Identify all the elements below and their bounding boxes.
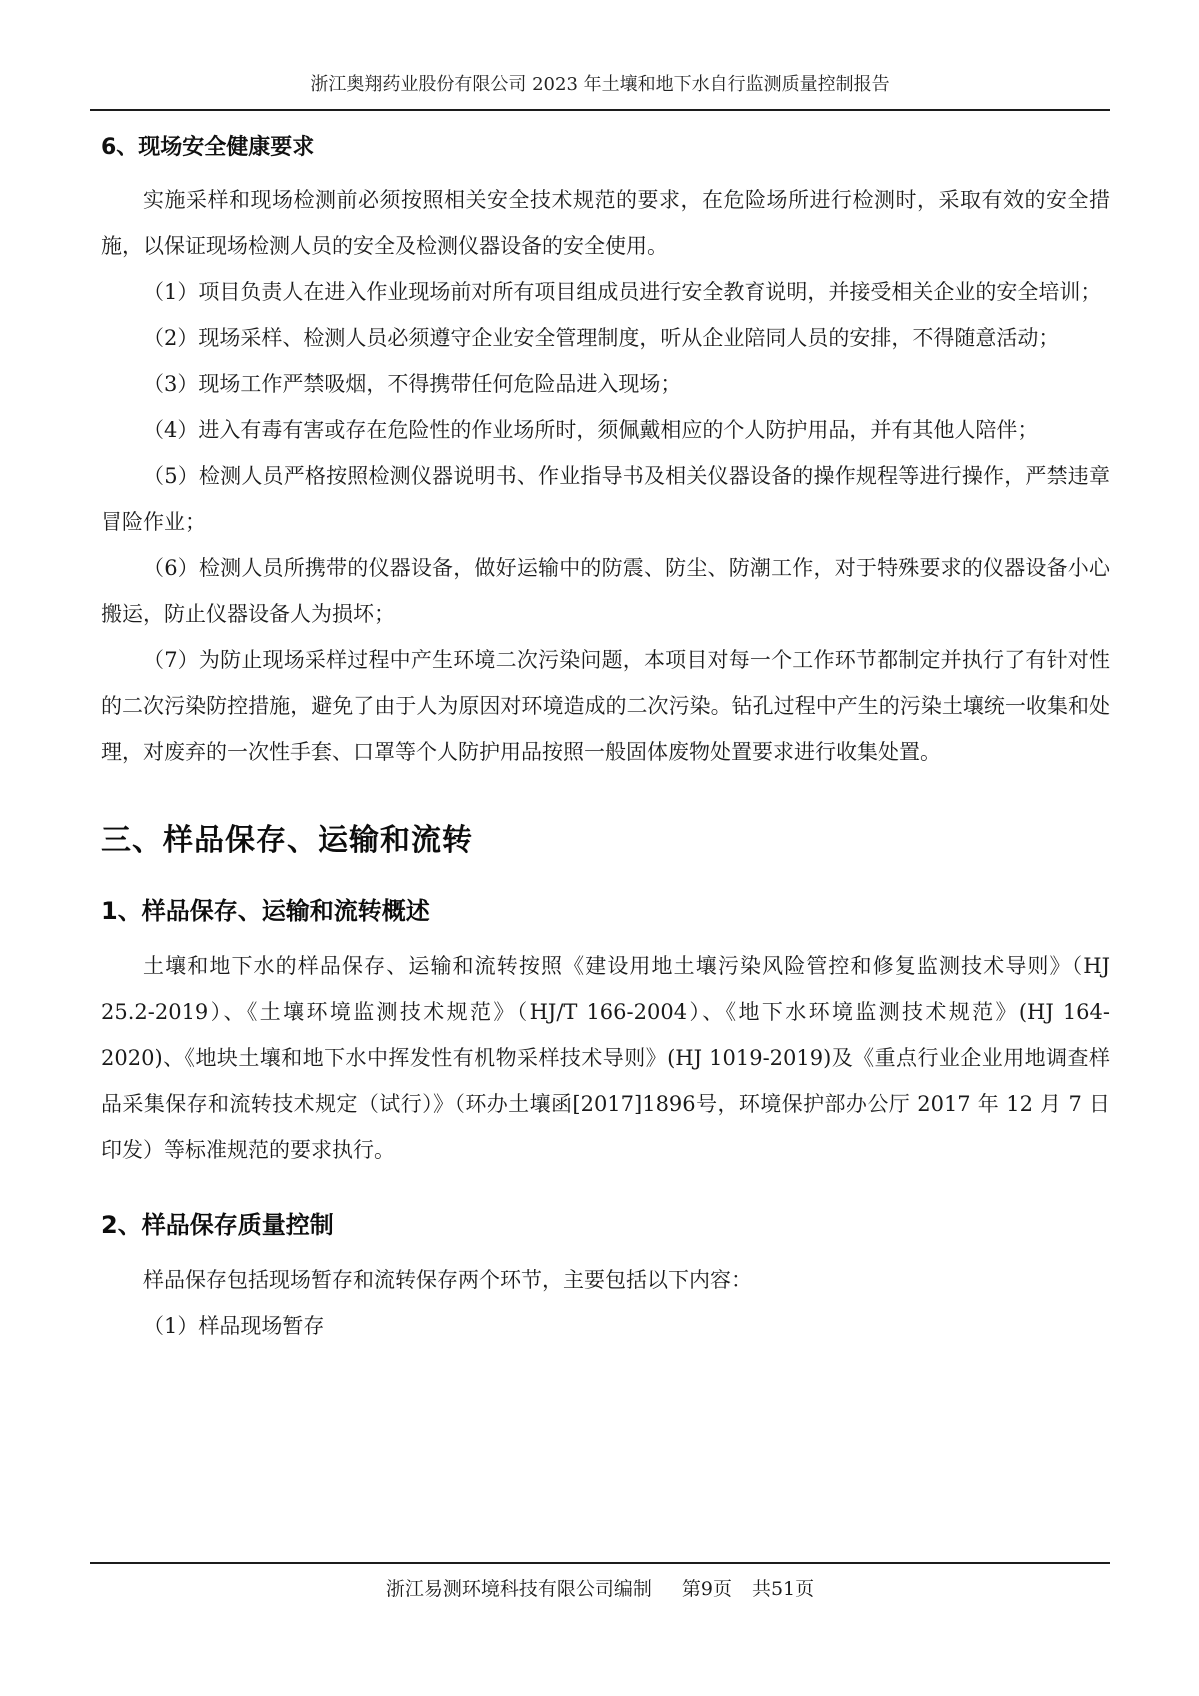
list-item-5: （5）检测人员严格按照检测仪器说明书、作业指导书及相关仪器设备的操作规程等进行操作，严禁违章冒险作业； (101, 464, 1110, 534)
list-item-7: （7）为防止现场采样过程中产生环境二次污染问题，本项目对每一个工作环节都制定并执行了有针对性的二次污染防控措施，避免了由于人为原因对环境造成的二次污染。钻孔过程中产生的污染土壤统一收集和处理，对废弃的一次性手套、口罩等个人防护用品按照一般固体废物处置要求进行收集处置。 (101, 648, 1110, 764)
page-content (101, 133, 1110, 1349)
list-item-1: （1）项目负责人在进入作业现场前对所有项目组成员进行安全教育说明，并接受相关企业的安全培训； (143, 280, 1102, 304)
subsection-1-heading: 1、样品保存、运输和流转概述 (101, 897, 430, 925)
footer-company: 浙江易测环境科技有限公司编制 (385, 1578, 652, 1600)
list-item-6: （6）检测人员所携带的仪器设备，做好运输中的防震、防尘、防潮工作，对于特殊要求的仪器设备小心搬运，防止仪器设备人为损坏； (101, 556, 1110, 626)
page-footer (90, 1562, 1110, 1601)
subsection-2-item-1: （1）样品现场暂存 (143, 1314, 325, 1338)
section-6-heading: 6、现场安全健康要求 (101, 135, 315, 160)
subsection-2-heading: 2、样品保存质量控制 (101, 1211, 334, 1239)
report-title: 浙江奥翔药业股份有限公司 2023 年土壤和地下水自行监测质量控制报告 (310, 74, 890, 95)
chapter-3-heading: 三、样品保存、运输和流转 (101, 823, 473, 858)
list-item-2: （2）现场采样、检测人员必须遵守企业安全管理制度，听从企业陪同人员的安排，不得随意活动； (143, 326, 1060, 350)
footer-total-pages: 共51页 (751, 1578, 815, 1600)
subsection-1-paragraph: 土壤和地下水的样品保存、运输和流转按照《建设用地土壤污染风险管控和修复监测技术导则》（HJ 25.2-2019）、《土壤环境监测技术规范》（HJ/T 166-2004）、《地下水环境监测技术规范》(HJ 164-2020)、《地块土壤和地下水中挥发性有机物采样技术导则》(HJ 1019-2019)及《重点行业企业用地调查样品采集保存和流转技术规定（试行）》（环办土壤函[2017]1896号，环境保护部办公厅 2017 年 12 月 7 日印发）等标准规范的要求执行。 (101, 954, 1110, 1162)
list-item-4: （4）进入有毒有害或存在危险性的作业场所时，须佩戴相应的个人防护用品，并有其他人陪伴； (143, 418, 1039, 442)
page-header (90, 0, 1110, 111)
subsection-2-paragraph: 样品保存包括现场暂存和流转保存两个环节，主要包括以下内容： (143, 1268, 752, 1292)
list-item-3: （3）现场工作严禁吸烟，不得携带任何危险品进入现场； (143, 372, 682, 396)
paragraph-intro: 实施采样和现场检测前必须按照相关安全技术规范的要求，在危险场所进行检测时，采取有效的安全措施，以保证现场检测人员的安全及检测仪器设备的安全使用。 (101, 188, 1110, 258)
footer-page-number: 第9页 (681, 1578, 732, 1600)
